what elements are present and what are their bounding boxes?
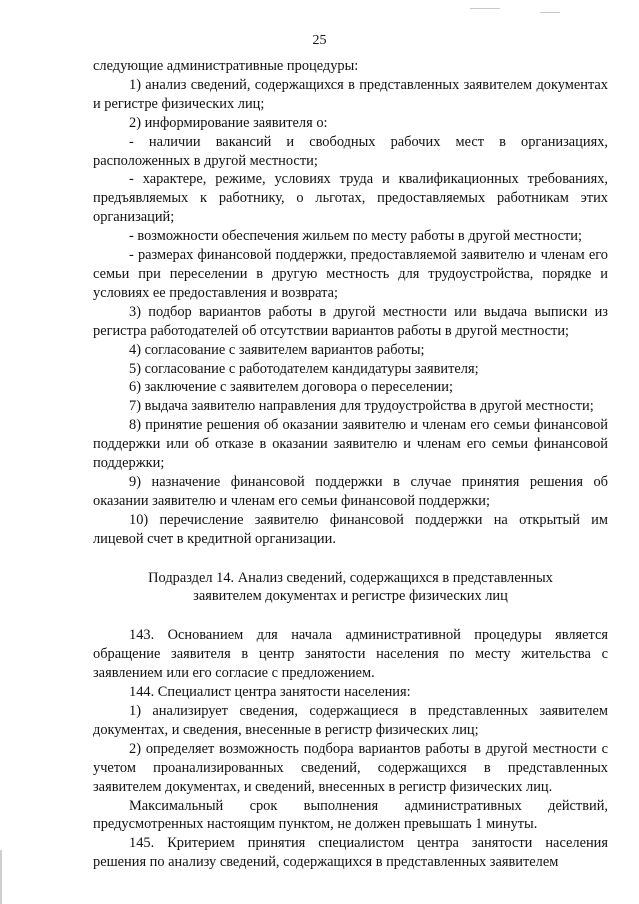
scan-speck bbox=[470, 8, 500, 9]
section-heading: Подраздел 14. Анализ сведений, содержащихся в представленных заявителем документах и регистре физических лиц bbox=[148, 569, 553, 605]
bullet-vacancies: - наличии вакансий и свободных рабочих мест в организациях, расположенных в другой местности; bbox=[93, 133, 608, 169]
list-item-10: 10) перечисление заявителю финансовой поддержки на открытый им лицевой счет в кредитной организации. bbox=[93, 511, 608, 547]
bullet-financial-support: - размерах финансовой поддержки, предоставляемой заявителю и членам его семьи при переселении в другую местность для трудоустройства, порядке и условиях ее предоставления и возврата; bbox=[93, 247, 608, 301]
list-item-2: 2) информирование заявителя о: bbox=[129, 114, 328, 131]
paragraph-time-limit: Максимальный срок выполнения административных действий, предусмотренных настоящим пунктом, не должен превышать 1 минуты. bbox=[93, 797, 608, 833]
bullet-work-conditions: - характере, режиме, условиях труда и квалификационных требованиях, предъявляемых к работнику, о льготах, предоставляемых работникам этих организаций; bbox=[93, 171, 608, 226]
page-number: 25 bbox=[312, 33, 327, 48]
list-item-6: 6) заключение с заявителем договора о переселении; bbox=[129, 379, 453, 396]
list-item-9: 9) назначение финансовой поддержки в случае принятия решения об оказании заявителю и членам его семьи финансовой поддержки; bbox=[93, 473, 608, 509]
bullet-housing: - возможности обеспечения жильем по месту работы в другой местности; bbox=[129, 228, 582, 245]
paragraph-143: 143. Основанием для начала административной процедуры является обращение заявителя в центр занятости населения по месту жительства с заявлением или его согласие с предложением. bbox=[93, 627, 608, 682]
paragraph-144: 144. Специалист центра занятости населения: bbox=[129, 684, 411, 701]
paragraph-intro: следующие административные процедуры: bbox=[93, 58, 359, 74]
paragraph-144-item-1: 1) анализирует сведения, содержащиеся в представленных заявителем документах, и сведения, внесенные в регистр физических лиц; bbox=[93, 703, 608, 738]
paragraph-144-item-2: 2) определяет возможность подбора вариантов работы в другой местности с учетом проанализированных сведений, содержащихся в представленных заявителем документах, и сведений, внесенных в регистр физических лиц. bbox=[93, 740, 608, 795]
paragraph-145: 145. Критерием принятия специалистом центра занятости населения решения по анализу сведений, содержащихся в представленных заявителем bbox=[93, 835, 608, 871]
list-item-1: 1) анализ сведений, содержащихся в представленных заявителем документах и регистре физических лиц; bbox=[93, 76, 608, 112]
scan-edge-mark bbox=[0, 850, 2, 904]
page-body bbox=[93, 57, 608, 872]
list-item-5: 5) согласование с работодателем кандидатуры заявителя; bbox=[129, 360, 479, 377]
list-item-8: 8) принятие решения об оказании заявителю и членам его семьи финансовой поддержки или об отказе в оказании заявителю и членам его семьи финансовой поддержки; bbox=[93, 417, 608, 472]
scan-speck bbox=[540, 12, 560, 13]
list-item-7: 7) выдача заявителю направления для трудоустройства в другой местности; bbox=[129, 398, 594, 415]
list-item-4: 4) согласование с заявителем вариантов работы; bbox=[129, 341, 425, 358]
list-item-3: 3) подбор вариантов работы в другой местности или выдача выписки из регистра работодателей об отсутствии вариантов работы в другой местности; bbox=[93, 303, 608, 339]
